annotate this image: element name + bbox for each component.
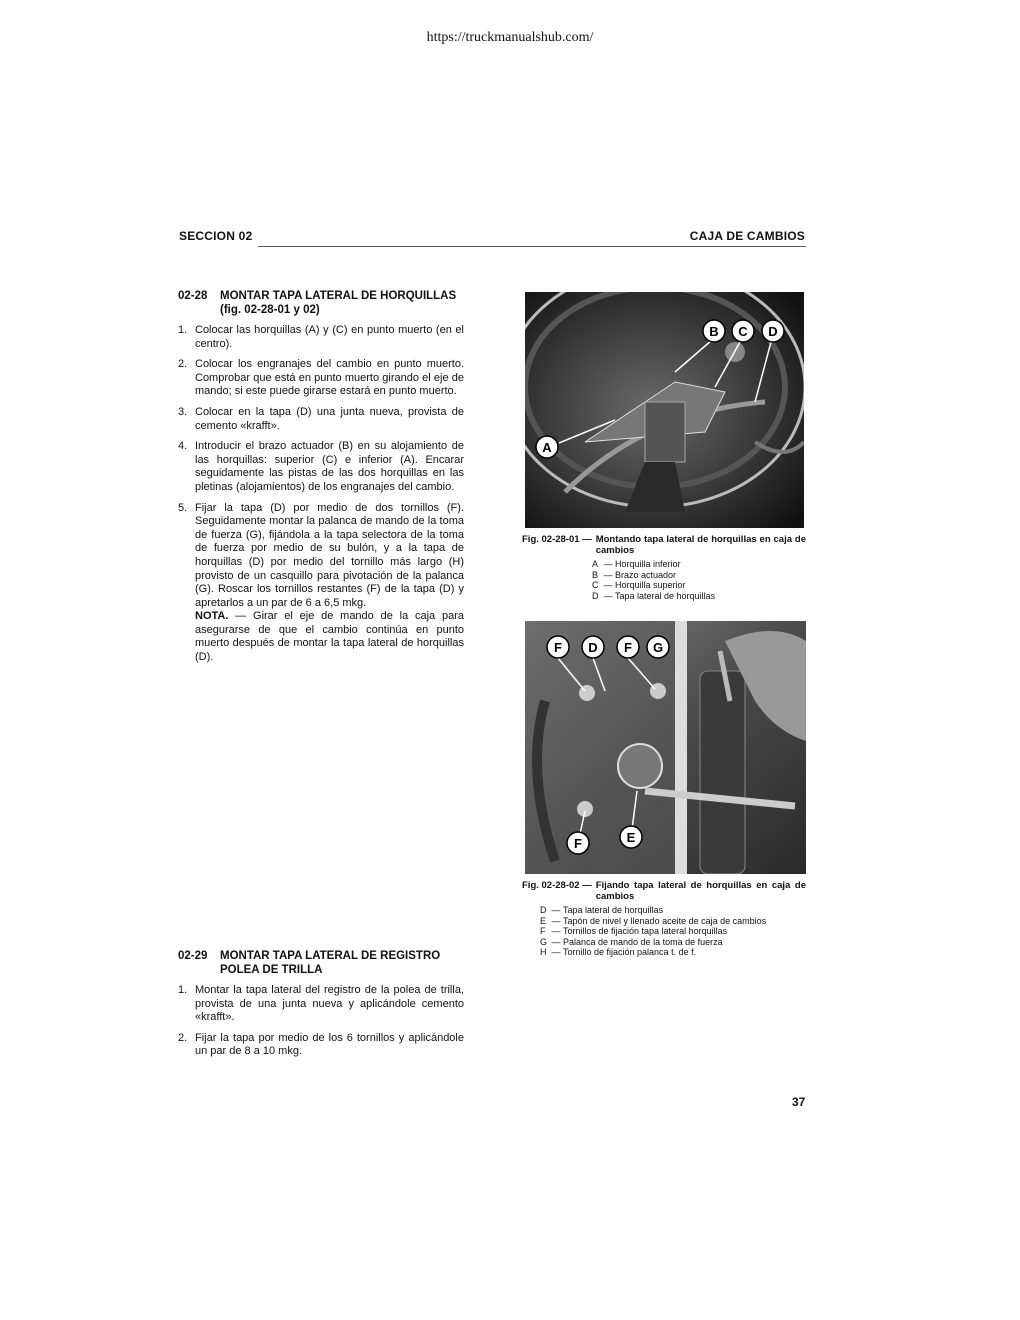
- callout-b-label: B: [709, 324, 719, 339]
- legend-text: Horquilla inferior: [615, 559, 681, 569]
- callout-c-label: C: [738, 324, 748, 339]
- item-number: 4.: [178, 440, 188, 453]
- legend-text: Tapa lateral de horquillas: [563, 905, 664, 915]
- list-item: [178, 984, 464, 1025]
- section-02-28: [178, 289, 464, 665]
- list-item: [178, 324, 464, 351]
- legend-letter: H: [540, 947, 547, 957]
- legend-row: H — Tornillo de fijación palanca t. de f.: [540, 947, 697, 957]
- legend-text: Tornillos de fijación tapa lateral horquillas: [563, 926, 728, 936]
- list-item: [178, 406, 464, 433]
- legend-text: Brazo actuador: [615, 569, 677, 580]
- callout-e-label: E: [626, 830, 636, 845]
- legend-row: D — Tapa lateral de horquillas: [592, 590, 716, 601]
- source-url[interactable]: https://truckmanualshub.com/: [426, 30, 594, 45]
- legend-letter: G: [540, 936, 548, 947]
- legend-letter: E: [540, 915, 547, 926]
- caption-title: [522, 534, 806, 556]
- figure-legend: [592, 559, 806, 601]
- legend-letter: F: [540, 926, 546, 936]
- callout-d-label: D: [588, 640, 598, 655]
- section-title: MONTAR TAPA LATERAL DE REGISTRO POLEA DE TRILLA: [220, 950, 441, 976]
- legend-row: B — Brazo actuador: [592, 569, 677, 580]
- figure-2-photo: [525, 621, 806, 874]
- legend-letter: D: [592, 590, 599, 601]
- list-item: [178, 358, 464, 399]
- legend-row: G — Palanca de mando de la toma de fuerza: [540, 936, 723, 947]
- note-text: — Girar el eje de mando de la caja para asegurarse de que el cambio continúa en punto muerto después de montar la tapa lateral de horquillas (D).: [195, 610, 464, 664]
- chapter-header: CAJA DE CAMBIOS: [689, 229, 805, 243]
- item-number: 2.: [178, 1031, 188, 1044]
- list-item: [178, 1032, 464, 1059]
- item-number: 1.: [178, 984, 188, 996]
- callout-g-label: G: [652, 640, 664, 655]
- figure-1-photo: [525, 292, 804, 528]
- header-rule: [258, 246, 806, 247]
- callout-f-label: F: [624, 640, 632, 655]
- legend-row: D — Tapa lateral de horquillas: [540, 905, 664, 915]
- item-text: Montar la tapa lateral del registro de la polea de trilla, provista de una junta nueva y aplicándole cemento «krafft».: [195, 984, 464, 1024]
- legend-text: Tapón de nivel y llenado aceite de caja de cambios: [563, 915, 767, 926]
- item-number: 5.: [178, 501, 188, 514]
- legend-letter: A: [592, 559, 599, 569]
- section-02-29: [178, 949, 464, 1066]
- item-text: Fijar la tapa por medio de los 6 tornillos y aplicándole un par de 8 a 10 mkg.: [195, 1031, 464, 1058]
- gearbox-cover-photo-illustration: [525, 621, 806, 874]
- item-number: 2.: [178, 358, 188, 371]
- item-text: Colocar las horquillas (A) y (C) en punto muerto (en el centro).: [195, 324, 464, 350]
- section-heading: [178, 949, 464, 977]
- figure-2-caption: [522, 880, 806, 958]
- legend-row: C — Horquilla superior: [592, 580, 686, 590]
- list-item: [178, 440, 464, 494]
- figure-title: Montando tapa lateral de horquillas en caja de cambios: [595, 534, 806, 556]
- item-text: Fijar la tapa (D) por medio de dos tornillos (F). Seguidamente montar la palanca de mando de la toma de fuerza (G), fijándola a la tapa selectora de la toma de fuerza por medio de su bulón, y a la tapa de horquillas (D) por medio del tornillo más largo (H) provisto de un casquillo para pivotación de la palanca (G). Roscar los tornillos restantes (F) de la tapa (D) y apretarlos a un par de 6 a 6,5 mkg.: [195, 501, 464, 609]
- section-heading: [178, 289, 464, 317]
- legend-text: Palanca de mando de la toma de fuerza: [563, 936, 723, 947]
- legend-letter: D: [540, 905, 547, 915]
- figure-number: Fig. 02-28-02 —: [522, 880, 592, 891]
- item-text: Introducir el brazo actuador (B) en su alojamiento de las horquillas: superior (C) e inferior (A). Encarar seguidamente las pistas de las dos horquillas en las pletinas (alojamientos) de los engranajes del cambio.: [195, 440, 464, 493]
- section-number: 02-29: [178, 950, 208, 962]
- callout-f-label: F: [554, 640, 562, 655]
- legend-text: Tornillo de fijación palanca t. de f.: [563, 947, 697, 957]
- callout-f-label: F: [574, 836, 582, 851]
- page-number: 37: [792, 1095, 806, 1109]
- figure-number: Fig. 02-28-01 —: [522, 534, 592, 545]
- callout-d-label: D: [768, 324, 778, 339]
- item-number: 1.: [178, 324, 188, 336]
- legend-row: A — Horquilla inferior: [592, 559, 681, 569]
- legend-letter: B: [592, 569, 599, 580]
- figure-1-caption: [522, 534, 806, 601]
- gearbox-photo-illustration: [525, 292, 804, 528]
- item-text: Colocar en la tapa (D) una junta nueva, provista de cemento «krafft».: [195, 405, 464, 432]
- note: [195, 610, 464, 664]
- item-number: 3.: [178, 405, 188, 418]
- legend-row: F — Tornillos de fijación tapa lateral horquillas: [540, 926, 728, 936]
- legend-row: E — Tapón de nivel y llenado aceite de caja de cambios: [540, 915, 767, 926]
- legend-letter: C: [592, 580, 599, 590]
- figure-legend: [540, 905, 806, 958]
- list-item: [178, 502, 464, 611]
- figure-title: Fijando tapa lateral de horquillas en caja de cambios: [595, 880, 806, 902]
- section-title: MONTAR TAPA LATERAL DE HORQUILLAS (fig. 02-28-01 y 02): [220, 290, 457, 316]
- legend-text: Tapa lateral de horquillas: [615, 590, 716, 601]
- item-text: Colocar los engranajes del cambio en punto muerto. Comprobar que está en punto muerto girando el eje de mando; si este puede girarse estará en punto muerto.: [195, 358, 464, 398]
- legend-text: Horquilla superior: [615, 580, 686, 590]
- note-label: NOTA.: [195, 610, 229, 623]
- section-header: SECCION 02: [179, 229, 253, 243]
- caption-title: [522, 880, 806, 902]
- callout-a-label: A: [542, 440, 552, 455]
- section-number: 02-28: [178, 290, 208, 302]
